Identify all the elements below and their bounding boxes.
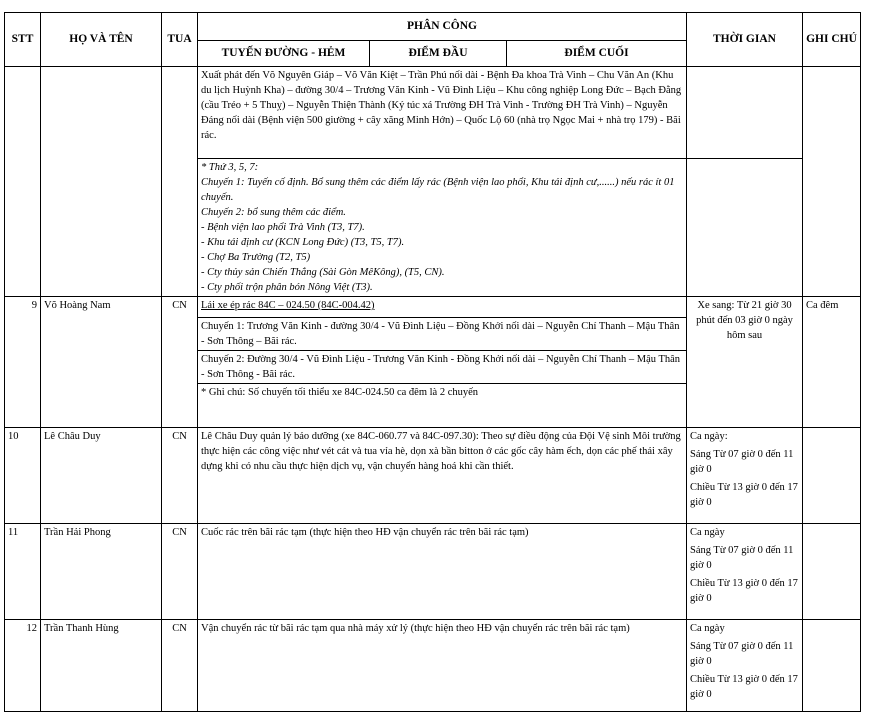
row-tua: CN <box>162 524 198 620</box>
table-row <box>5 297 861 428</box>
time-afternoon: Chiều Từ 13 giờ 0 đến 17 giờ 0 <box>690 674 798 700</box>
row-note <box>803 620 861 712</box>
row-route: Cuốc rác trên bãi rác tạm (thực hiện theo HĐ vận chuyển rác trên bãi rác tạm) <box>198 524 687 620</box>
row-name: Trần Thanh Hùng <box>41 620 162 712</box>
route-trip-2: Chuyến 2: Đường 30/4 - Vũ Đình Liệu - Trương Văn Kinh - Đồng Khởi nối dài – Nguyễn Chí Thanh – Mậu Thân - Sơn Thông - Bãi rác. <box>198 350 686 383</box>
table-row <box>5 428 861 524</box>
time-morning: Sáng Từ 07 giờ 0 đến 11 giờ 0 <box>690 449 794 475</box>
cont-extra <box>198 159 687 297</box>
row-tua: CN <box>162 620 198 712</box>
route-trip-1: Chuyến 1: Trương Văn Kinh - đường 30/4 - Vũ Đình Liệu – Đồng Khởi nối dài – Nguyễn Chí Thanh – Mậu Thân - Sơn Thông – Bãi rác. <box>198 317 686 350</box>
time-shift: Ca ngày <box>690 623 725 634</box>
row-stt: 9 <box>5 297 41 428</box>
cont-extra-line: - Bệnh viện lao phổi Trà Vinh (T3, T7). <box>201 222 365 233</box>
row-note: Ca đêm <box>803 297 861 428</box>
header-end: ĐIỂM CUỐI <box>507 41 687 67</box>
route-vehicle: Lái xe ép rác 84C – 024.50 (84C-004.42) <box>201 300 375 311</box>
row-tua: CN <box>162 428 198 524</box>
time-shift: Ca ngày: <box>690 431 728 442</box>
row-note <box>803 428 861 524</box>
row-time <box>687 524 803 620</box>
assignment-table <box>4 12 861 712</box>
cont-name <box>41 67 162 297</box>
header-row-1 <box>5 13 861 41</box>
cont-extra-line: - Cty thủy sản Chiến Thắng (Sài Gòn MêKông), (T5, CN). <box>201 267 445 278</box>
time-afternoon: Chiều Từ 13 giờ 0 đến 17 giờ 0 <box>690 482 798 508</box>
row-note <box>803 524 861 620</box>
cont-stt <box>5 67 41 297</box>
time-morning: Sáng Từ 07 giờ 0 đến 11 giờ 0 <box>690 545 794 571</box>
row-stt: 12 <box>5 620 41 712</box>
cont-extra-line: - Chợ Ba Trường (T2, T5) <box>201 252 311 263</box>
row-stt: 11 <box>5 524 41 620</box>
row-name: Trần Hải Phong <box>41 524 162 620</box>
cont-extra-line: Chuyến 1: Tuyến cố định. Bổ sung thêm các điểm lấy rác (Bệnh viện lao phổi, Khu tái định cư,......) nếu rác ít 01 chuyến. <box>201 177 675 203</box>
row-name: Võ Hoàng Nam <box>41 297 162 428</box>
table-row <box>5 620 861 712</box>
header-start: ĐIỂM ĐẦU <box>370 41 507 67</box>
header-name: HỌ VÀ TÊN <box>41 13 162 67</box>
time-shift: Ca ngày <box>690 527 725 538</box>
cont-route: Xuất phát đến Võ Nguyên Giáp – Võ Văn Kiệt – Trần Phú nối dài - Bệnh Đa khoa Trà Vinh – Chu Văn An (Khu du lịch Huỳnh Kha) – đường 30/4 – Trương Văn Kinh - Vũ Đình Liệu – Khu công nghiệp Long Đức – Bạch Đằng (cầu Tréo + 5 Thuỵ) – Nguyễn Thiện Thành (Ký túc xá Trường ĐH Trà Vinh - Trường ĐH Trà Vinh) – Nguyễn Đáng nối dài (Bệnh viện 500 giường + cây xăng Minh Hớn) – Quốc Lộ 60 (nhà trọ Ngọc Mai + nhà trọ 179) - Bãi rác. <box>198 67 687 159</box>
cont-extra-line: - Cty phối trộn phân bón Nông Việt (T3). <box>201 282 373 293</box>
header-tua: TUA <box>162 13 198 67</box>
cont-note <box>803 67 861 297</box>
row-time <box>687 428 803 524</box>
header-route: TUYẾN ĐƯỜNG - HẺM <box>198 41 370 67</box>
cont-time-extra <box>687 159 803 297</box>
table-row-continued <box>5 67 861 159</box>
row-tua: CN <box>162 297 198 428</box>
header-note: GHI CHÚ <box>803 13 861 67</box>
row-time: Xe sang: Từ 21 giờ 30 phút đến 03 giờ 0 ngày hôm sau <box>687 297 803 428</box>
row-name: Lê Châu Duy <box>41 428 162 524</box>
time-afternoon: Chiều Từ 13 giờ 0 đến 17 giờ 0 <box>690 578 798 604</box>
header-stt: STT <box>5 13 41 67</box>
cont-extra-line: Chuyến 2: bổ sung thêm các điểm. <box>201 207 346 218</box>
cont-tua <box>162 67 198 297</box>
cont-time <box>687 67 803 159</box>
cont-extra-line: - Khu tái định cư (KCN Long Đức) (T3, T5, T7). <box>201 237 405 248</box>
header-time: THỜI GIAN <box>687 13 803 67</box>
row-route: Vận chuyển rác từ bãi rác tạm qua nhà máy xử lý (thực hiện theo HĐ vận chuyển rác trên bãi rác tạm) <box>198 620 687 712</box>
time-morning: Sáng Từ 07 giờ 0 đến 11 giờ 0 <box>690 641 794 667</box>
route-note: * Ghi chú: Số chuyến tối thiểu xe 84C-024.50 ca đêm là 2 chuyến <box>198 383 686 401</box>
header-assignment: PHÂN CÔNG <box>198 13 687 41</box>
row-stt: 10 <box>5 428 41 524</box>
table-row <box>5 524 861 620</box>
row-route <box>198 297 687 428</box>
row-time <box>687 620 803 712</box>
row-route: Lê Châu Duy quản lý bảo dưỡng (xe 84C-060.77 và 84C-097.30): Theo sự điều động của Đội Vệ sinh Môi trường thực hiện các công việc như vét cát và tua vỉa hè, dọn xà bần bitton ở các gốc cây hàm ếch, dọn các phế thải xây dựng khi có nhu cầu thực hiện dịch vụ, vận chuyển hàng hoá khi cần thiết. <box>198 428 687 524</box>
cont-extra-line: * Thứ 3, 5, 7: <box>201 162 259 173</box>
